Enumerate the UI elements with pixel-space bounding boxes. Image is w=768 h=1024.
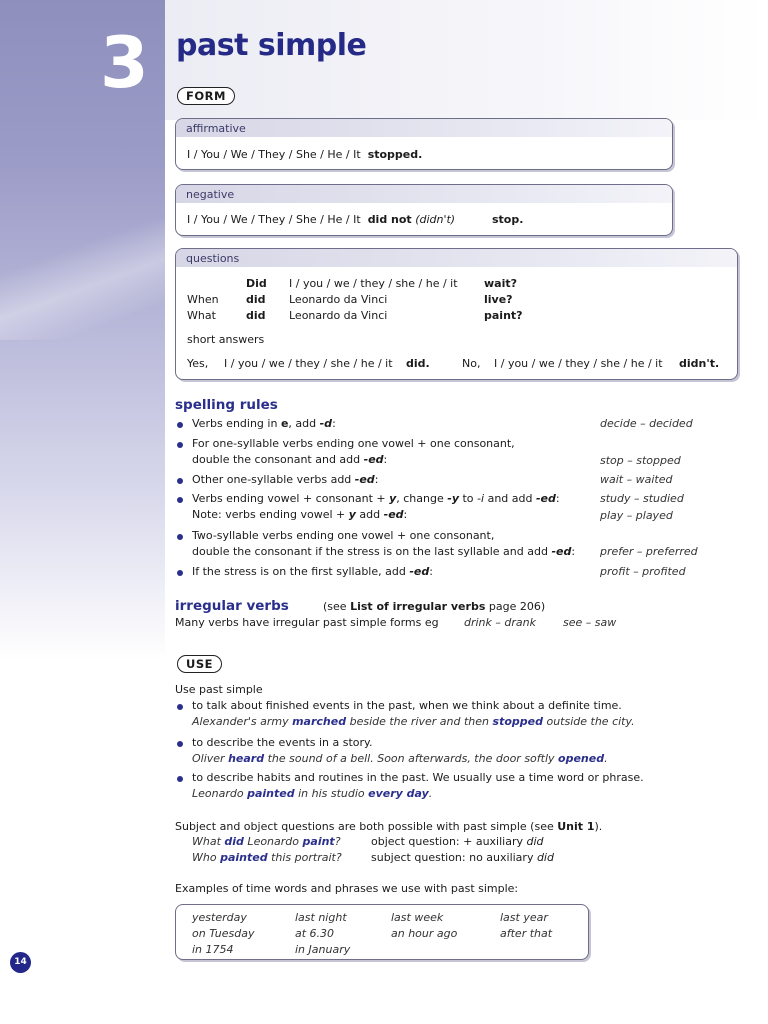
rule-4-note-y: y xyxy=(348,508,356,521)
form-label: FORM xyxy=(177,87,235,105)
rule-4-note-suffix: -ed xyxy=(383,508,404,521)
irregular-ex-1: drink – drank xyxy=(464,616,536,629)
so-question-2 xyxy=(192,851,342,864)
q2-c: this portrait? xyxy=(267,851,342,864)
time-word: last night xyxy=(295,911,347,924)
time-words-intro: Examples of time words and phrases we use with past simple: xyxy=(175,882,519,895)
rule-6 xyxy=(192,565,433,578)
affirmative-box xyxy=(175,118,673,170)
negative-contraction: (didn't) xyxy=(415,213,456,226)
rule-1-suffix: -d xyxy=(319,417,333,430)
time-word: at 6.30 xyxy=(295,927,335,940)
use-2-ex-a: Oliver xyxy=(192,752,229,765)
so-question-1 xyxy=(192,835,341,848)
question-verb: paint? xyxy=(484,309,523,322)
questions-box xyxy=(175,248,738,380)
use-3-example xyxy=(192,787,432,800)
time-word: an hour ago xyxy=(391,927,458,940)
rule-2-example: stop – stopped xyxy=(600,454,681,467)
rule-2-line1: For one-syllable verbs ending one vowel + one consonant, xyxy=(192,437,515,450)
rule-1-text: Verbs ending in xyxy=(192,417,281,430)
negative-verb: stop. xyxy=(492,213,524,226)
yes-subject: I / you / we / they / she / he / it xyxy=(224,357,393,370)
so-intro-c: ). xyxy=(594,820,603,833)
rule-6-example: profit – profited xyxy=(600,565,686,578)
time-word: in 1754 xyxy=(192,943,234,956)
yes-word: Yes, xyxy=(187,357,209,370)
rule-4-y-suffix: -y xyxy=(447,492,459,505)
rule-5-text: double the consonant if the stress is on the last syllable and add xyxy=(192,545,552,558)
rule-6-colon: : xyxy=(429,565,433,578)
no-subject: I / you / we / they / she / he / it xyxy=(494,357,663,370)
rule-1-colon: : xyxy=(332,417,336,430)
use-3-ex-d: every day xyxy=(368,787,429,800)
question-verb: wait? xyxy=(484,277,517,290)
rule-4-text-d: and add xyxy=(484,492,536,505)
questions-label: questions xyxy=(176,249,737,267)
use-3-ex-a: Leonardo xyxy=(192,787,248,800)
rule-4-text-c: to xyxy=(459,492,478,505)
q2-note-a: subject question: no auxiliary xyxy=(371,851,537,864)
affirmative-label: affirmative xyxy=(176,119,672,137)
use-3-ex-c: in his studio xyxy=(294,787,369,800)
use-2-example xyxy=(192,752,608,765)
q1-d: paint xyxy=(302,835,335,848)
bullet-icon xyxy=(177,534,183,540)
use-2-ex-d: opened xyxy=(558,752,605,765)
use-3-ex-b: painted xyxy=(247,787,295,800)
question-aux: Did xyxy=(246,277,267,290)
time-word: last year xyxy=(500,911,548,924)
bullet-icon xyxy=(177,478,183,484)
rule-4-line1 xyxy=(192,492,560,505)
negative-subject: I / You / We / They / She / He / It xyxy=(187,213,361,226)
bullet-icon xyxy=(177,570,183,576)
use-1-ex-e: outside the city. xyxy=(542,715,635,728)
rule-5-line1: Two-syllable verbs ending one vowel + one consonant, xyxy=(192,529,495,542)
question-subject: I / you / we / they / she / he / it xyxy=(289,277,458,290)
rule-2-line2 xyxy=(192,453,387,466)
use-1-ex-b: marched xyxy=(292,715,347,728)
rule-4-example: study – studied xyxy=(600,492,684,505)
rule-4-example-2: play – played xyxy=(600,509,673,522)
q2-note-b: did xyxy=(536,851,554,864)
time-words-box xyxy=(175,904,589,960)
rule-2-suffix: -ed xyxy=(363,453,384,466)
q1-b: did xyxy=(224,835,244,848)
q1-e: ? xyxy=(334,835,341,848)
q1-note-b: did xyxy=(526,835,544,848)
rule-1 xyxy=(192,417,336,430)
rule-3-colon: : xyxy=(374,473,379,486)
time-word: in January xyxy=(295,943,351,956)
rule-2-text: double the consonant and add xyxy=(192,453,364,466)
irregular-see xyxy=(323,600,545,613)
rule-3 xyxy=(192,473,378,486)
affirmative-subject: I / You / We / They / She / He / It xyxy=(187,148,361,161)
q1-c: Leonardo xyxy=(243,835,303,848)
q1-a: What xyxy=(192,835,225,848)
spelling-title: spelling rules xyxy=(175,397,278,413)
question-wh: When xyxy=(187,293,219,306)
use-2-ex-b: heard xyxy=(228,752,265,765)
no-aux: didn't. xyxy=(679,357,720,370)
rule-4-colon: : xyxy=(555,492,560,505)
rule-4-ed-suffix: -ed xyxy=(535,492,556,505)
rule-1-e: e xyxy=(280,417,289,430)
rule-4-text-b: , change xyxy=(396,492,448,505)
negative-label: negative xyxy=(176,185,672,203)
use-2-ex-e: . xyxy=(604,752,608,765)
affirmative-line xyxy=(187,148,422,161)
bullet-icon xyxy=(177,776,183,782)
time-word: last week xyxy=(391,911,444,924)
rule-6-text: If the stress is on the first syllable, add xyxy=(192,565,410,578)
rule-1-text-b: , add xyxy=(288,417,320,430)
time-word: on Tuesday xyxy=(192,927,255,940)
unit-number: 3 xyxy=(100,22,147,104)
rule-2-colon: : xyxy=(383,453,388,466)
irregular-title: irregular verbs xyxy=(175,598,289,614)
question-aux: did xyxy=(246,293,266,306)
subject-object-intro xyxy=(175,820,602,833)
rule-5-line2 xyxy=(192,545,575,558)
so-note-2 xyxy=(371,851,554,864)
rule-1-example: decide – decided xyxy=(600,417,693,430)
use-3-text: to describe habits and routines in the past. We usually use a time word or phrase. xyxy=(192,771,644,784)
q1-note-a: object question: + auxiliary xyxy=(371,835,527,848)
use-1-text: to talk about finished events in the past, when we think about a definite time. xyxy=(192,699,622,712)
bullet-icon xyxy=(177,422,183,428)
affirmative-verb: stopped. xyxy=(367,148,423,161)
so-intro-a: Subject and object questions are both possible with past simple (see xyxy=(175,820,558,833)
use-label: USE xyxy=(177,655,222,673)
rule-3-text: Other one-syllable verbs add xyxy=(192,473,355,486)
rule-3-suffix: -ed xyxy=(354,473,375,486)
page-title: past simple xyxy=(176,28,367,63)
irregular-desc: Many verbs have irregular past simple forms eg xyxy=(175,616,439,629)
use-1-ex-a: Alexander's army xyxy=(192,715,293,728)
rule-5-example: prefer – preferred xyxy=(600,545,698,558)
page-number: 14 xyxy=(10,952,31,973)
no-word: No, xyxy=(462,357,481,370)
use-1-example xyxy=(192,715,635,728)
question-verb: live? xyxy=(484,293,513,306)
rule-4-i-suffix: -i xyxy=(477,492,485,505)
bullet-icon xyxy=(177,497,183,503)
rule-4-note-b: add xyxy=(355,508,384,521)
negative-box xyxy=(175,184,673,236)
rule-4-note: Note: verbs ending vowel + xyxy=(192,508,349,521)
use-intro: Use past simple xyxy=(175,683,263,696)
rule-6-suffix: -ed xyxy=(409,565,430,578)
use-1-ex-d: stopped xyxy=(492,715,543,728)
bullet-icon xyxy=(177,442,183,448)
irregular-see-c: page 206) xyxy=(485,600,546,613)
short-answers-label: short answers xyxy=(187,333,265,346)
bullet-icon xyxy=(177,741,183,747)
bullet-icon xyxy=(177,704,183,710)
rule-5-colon: : xyxy=(571,545,576,558)
irregular-ex-2: see – saw xyxy=(563,616,617,629)
irregular-list-link: List of irregular verbs xyxy=(350,600,486,613)
rule-4-line2 xyxy=(192,508,407,521)
negative-aux: did not xyxy=(367,213,412,226)
rule-3-example: wait – waited xyxy=(600,473,673,486)
so-note-1 xyxy=(371,835,544,848)
so-unit-link: Unit 1 xyxy=(557,820,595,833)
q2-a: Who xyxy=(192,851,221,864)
use-1-ex-c: beside the river and then xyxy=(346,715,493,728)
question-subject: Leonardo da Vinci xyxy=(289,309,388,322)
use-3-ex-e: . xyxy=(428,787,433,800)
question-subject: Leonardo da Vinci xyxy=(289,293,388,306)
time-word: yesterday xyxy=(192,911,247,924)
rule-4-y: y xyxy=(389,492,397,505)
rule-4-note-colon: : xyxy=(403,508,408,521)
use-2-ex-c: the sound of a bell. Soon afterwards, the door softly xyxy=(264,752,559,765)
time-word: after that xyxy=(500,927,553,940)
rule-4-text: Verbs ending vowel + consonant + xyxy=(192,492,390,505)
q2-b: painted xyxy=(220,851,268,864)
question-wh: What xyxy=(187,309,216,322)
question-aux: did xyxy=(246,309,266,322)
rule-5-suffix: -ed xyxy=(551,545,572,558)
use-2-text: to describe the events in a story. xyxy=(192,736,373,749)
negative-line xyxy=(187,213,455,226)
yes-aux: did. xyxy=(406,357,430,370)
irregular-see-a: (see xyxy=(323,600,351,613)
